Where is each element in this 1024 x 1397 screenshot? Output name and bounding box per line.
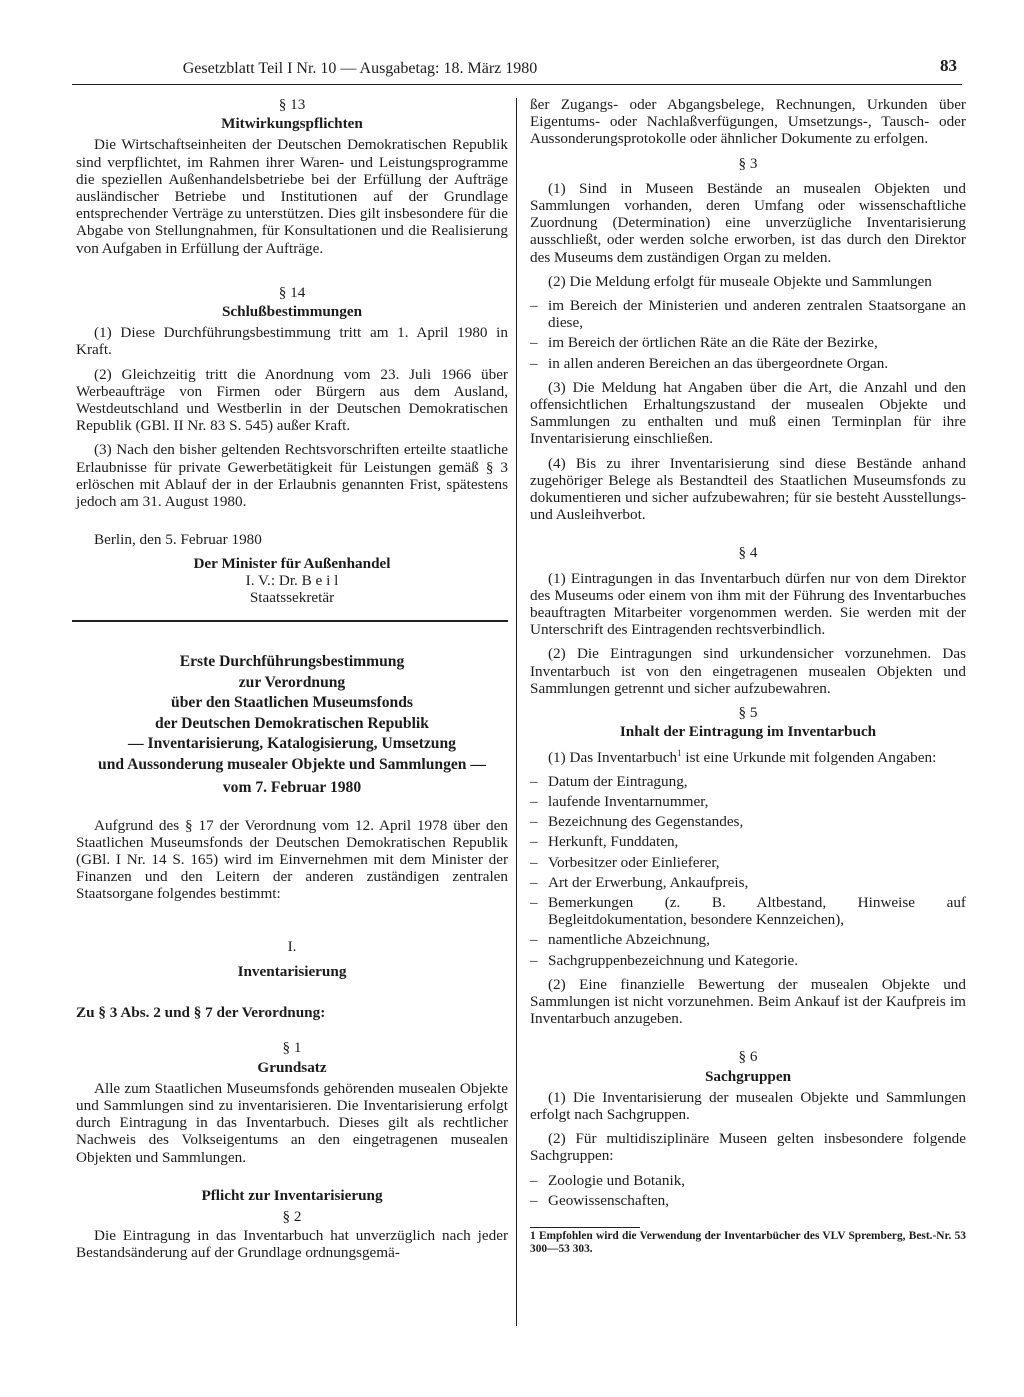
title-line: der Deutschen Demokratischen Republik bbox=[155, 714, 429, 732]
dash-list bbox=[530, 297, 966, 372]
part-number: I. bbox=[287, 937, 297, 955]
paragraph: (2) Eine finanzielle Bewertung der musealen Objekte und Sammlungen ist nicht vorzunehmen. Beim Ankauf ist der Kaufpreis im Inventarbuch anzugeben. bbox=[530, 975, 966, 1028]
title-line: Erste Durchführungsbestimmung bbox=[179, 653, 405, 671]
regulation-title bbox=[76, 652, 508, 775]
paragraph: (4) Bis zu ihrer Inventarisierung sind diese Bestände anhand zugehöriger Belege als Bestandteil des Staatlichen Museumsfonds zu dokumentieren und sicher aufzubewahren; für sie besteht Ausstellungs- und Ausleihverbot. bbox=[530, 454, 966, 524]
section-number: § 3 bbox=[738, 154, 758, 172]
paragraph: (2) Für multidisziplinäre Museen gelten insbesondere folgende Sachgruppen: bbox=[530, 1130, 966, 1165]
list-item: – Geowissenschaften, bbox=[530, 1192, 966, 1209]
part-title: Inventarisierung bbox=[237, 962, 347, 980]
left-column bbox=[76, 96, 508, 1269]
section-number: § 6 bbox=[738, 1048, 758, 1066]
paragraph: (2) Die Meldung erfolgt für museale Objekte und Sammlungen bbox=[548, 272, 932, 290]
paragraph: (3) Nach den bisher geltenden Rechtsvorschriften erteilte staatliche Erlaubnisse für private Gewerbetätigkeit für Leistungen gemäß § 3 erlöschen mit Ablauf der in der Erlaubnis genannten Frist, spätestens jedoch am 31. August 1980. bbox=[76, 441, 508, 511]
list-item: – Vorbesitzer oder Einlieferer, bbox=[530, 854, 966, 871]
signatory-role: Staatssekretär bbox=[249, 589, 335, 607]
signatory-name: I. V.: Dr. B e i l bbox=[245, 572, 339, 590]
column-divider bbox=[516, 98, 517, 1326]
list-item: – Bezeichnung des Gegenstandes, bbox=[530, 813, 966, 830]
section-title: Grundsatz bbox=[257, 1058, 327, 1076]
title-line: zur Verordnung bbox=[238, 673, 346, 691]
header-rule bbox=[72, 84, 962, 85]
title-line: — Inventarisierung, Katalogisierung, Umsetzung bbox=[128, 735, 456, 753]
section-number: § 4 bbox=[738, 544, 758, 562]
section-number: § 5 bbox=[738, 704, 758, 722]
regulation-date: vom 7. Februar 1980 bbox=[222, 779, 362, 797]
section-number: § 1 bbox=[282, 1039, 302, 1057]
paragraph: Alle zum Staatlichen Museumsfonds gehörenden musealen Objekte und Sammlungen sind zu inventarisieren. Die Inventarisierung erfolgt durch Eintragung in das Inventarbuch. Dieses gilt als rechtlicher Nachweis des Volkseigentums an den eingetragenen musealen Objekten und Sammlungen. bbox=[76, 1079, 508, 1166]
list-item: – in allen anderen Bereichen an das übergeordnete Organ. bbox=[530, 355, 966, 372]
paragraph: (1) Die Inventarisierung der musealen Objekte und Sammlungen erfolgt nach Sachgruppen. bbox=[530, 1088, 966, 1124]
section-number: § 2 bbox=[282, 1207, 302, 1225]
list-item: – Bemerkungen (z. B. Altbestand, Hinweise auf Begleitdokumentation, besondere Kennzeichen), bbox=[530, 894, 966, 928]
dash-list bbox=[530, 773, 966, 969]
paragraph-text: (1) Das Inventarbuch bbox=[548, 748, 678, 766]
page-number: 83 bbox=[940, 56, 957, 75]
list-item: – laufende Inventarnummer, bbox=[530, 793, 966, 810]
footnote: 1 Empfohlen wird die Verwendung der Inventarbücher des VLV Spremberg, Best.-Nr. 53 300—53 303. bbox=[530, 1230, 966, 1256]
paragraph: ßer Zugangs- oder Abgangsbelege, Rechnungen, Urkunden über Eigentums- oder Nachlaßverfügungen, Umsetzungs-, Tausch- oder Aussonderungsprotokolle oder ähnlicher Dokumente zu erfolgen. bbox=[530, 96, 966, 148]
section-number: § 14 bbox=[278, 283, 306, 301]
running-header: Gesetzblatt Teil I Nr. 10 — Ausgabetag: 18. März 1980 bbox=[182, 60, 538, 77]
reference-heading: Zu § 3 Abs. 2 und § 7 der Verordnung: bbox=[76, 1004, 326, 1022]
list-item: – namentliche Abzeichnung, bbox=[530, 931, 966, 948]
title-line: über den Staatlichen Museumsfonds bbox=[171, 694, 413, 712]
footnote-rule bbox=[530, 1227, 640, 1228]
right-column bbox=[530, 96, 966, 1256]
paragraph: (1) Eintragungen in das Inventarbuch dürfen nur von dem Direktor des Museums oder einem von ihm mit der Führung des Inventarbuches beauftragten Mitarbeiter vorgenommen werden. Sie werden mit der Unterschrift des Eintragenden rechtsverbindlich. bbox=[530, 569, 966, 639]
list-item: – im Bereich der Ministerien und anderen zentralen Staatsorgane an diese, bbox=[530, 297, 966, 331]
section-title: Mitwirkungspflichten bbox=[221, 115, 363, 133]
paragraph: (2) Die Eintragungen sind urkundensicher vorzunehmen. Das Inventarbuch ist von den eingetragenen musealen Objekten und Sammlungen getrennt und sicher aufzubewahren. bbox=[530, 645, 966, 697]
footnote-marker: 1 bbox=[677, 747, 682, 758]
list-item: – Herkunft, Funddaten, bbox=[530, 833, 966, 850]
paragraph: (3) Die Meldung hat Angaben über die Art, die Anzahl und den offensichtlichen Erhaltungszustand der musealen Objekte und Sammlungen zu enthalten und muß einen Terminplan für ihre Inventarisierung einschließen. bbox=[530, 378, 966, 448]
paragraph: (2) Gleichzeitig tritt die Anordnung vom 23. Juli 1966 über Werbeaufträge von Firmen oder Bürgern aus dem Ausland, Westdeutschland und Westberlin in der Deutschen Demokratischen Republik (GBl. II Nr. 83 S. 545) außer Kraft. bbox=[76, 365, 508, 435]
section-title: Inhalt der Eintragung im Inventarbuch bbox=[619, 723, 877, 741]
paragraph: (1) Sind in Museen Bestände an musealen Objekten und Sammlungen vorhanden, deren Umfang oder wissenschaftliche Zuordnung (Determination) eine unverzügliche Inventarisierung ausschließt, oder werden solche erworben, ist das durch den Direktor des Museums dem zuständigen Organ zu melden. bbox=[530, 179, 966, 266]
section-title: Schlußbestimmungen bbox=[221, 303, 363, 321]
signatory-office: Der Minister für Außenhandel bbox=[193, 555, 391, 573]
title-line: und Aussonderung musealer Objekte und Sammlungen — bbox=[98, 755, 486, 773]
list-item: – Art der Erwerbung, Ankaufpreis, bbox=[530, 874, 966, 891]
dash-list bbox=[530, 1172, 966, 1209]
list-item: – Zoologie und Botanik, bbox=[530, 1172, 966, 1189]
list-item: – Sachgruppenbezeichnung und Kategorie. bbox=[530, 952, 966, 969]
signature-block bbox=[76, 555, 508, 606]
paragraph-text: ist eine Urkunde mit folgenden Angaben: bbox=[681, 748, 937, 766]
paragraph: Die Eintragung in das Inventarbuch hat unverzüglich nach jeder Bestandsänderung auf der Grundlage ordnungsgemä- bbox=[76, 1227, 508, 1262]
paragraph bbox=[530, 745, 966, 766]
preamble: Aufgrund des § 17 der Verordnung vom 12. April 1978 über den Staatlichen Museumsfonds der Deutschen Demokratischen Republik (GBl. I Nr. 14 S. 165) wird im Einvernehmen mit dem Minister der Finanzen und den Leitern der anderen zuständigen zentralen Staatsorgane folgendes bestimmt: bbox=[76, 816, 508, 903]
list-item: – im Bereich der örtlichen Räte an die Räte der Bezirke, bbox=[530, 334, 966, 351]
paragraph: (1) Diese Durchführungsbestimmung tritt am 1. April 1980 in Kraft. bbox=[76, 324, 508, 359]
section-number: § 13 bbox=[278, 96, 306, 113]
list-item: – Datum der Eintragung, bbox=[530, 773, 966, 790]
place-date: Berlin, den 5. Februar 1980 bbox=[94, 531, 262, 549]
paragraph: Die Wirtschaftseinheiten der Deutschen Demokratischen Republik sind verpflichtet, im Rahmen ihrer Waren- und Leistungsprogramme die speziellen Außenhandelsbetriebe bei der Erfüllung der Aufträge ausländischer Betriebe und Institutionen auf der Grundlage entsprechender Verträge zu unterstützen. Dies gilt insbesondere für die Abgabe von Stellungnahmen, für Konsultationen und die Realisierung von Aufgaben in Erfüllung der Aufträge. bbox=[76, 136, 508, 257]
section-title: Pflicht zur Inventarisierung bbox=[201, 1186, 383, 1204]
section-title: Sachgruppen bbox=[704, 1067, 792, 1085]
